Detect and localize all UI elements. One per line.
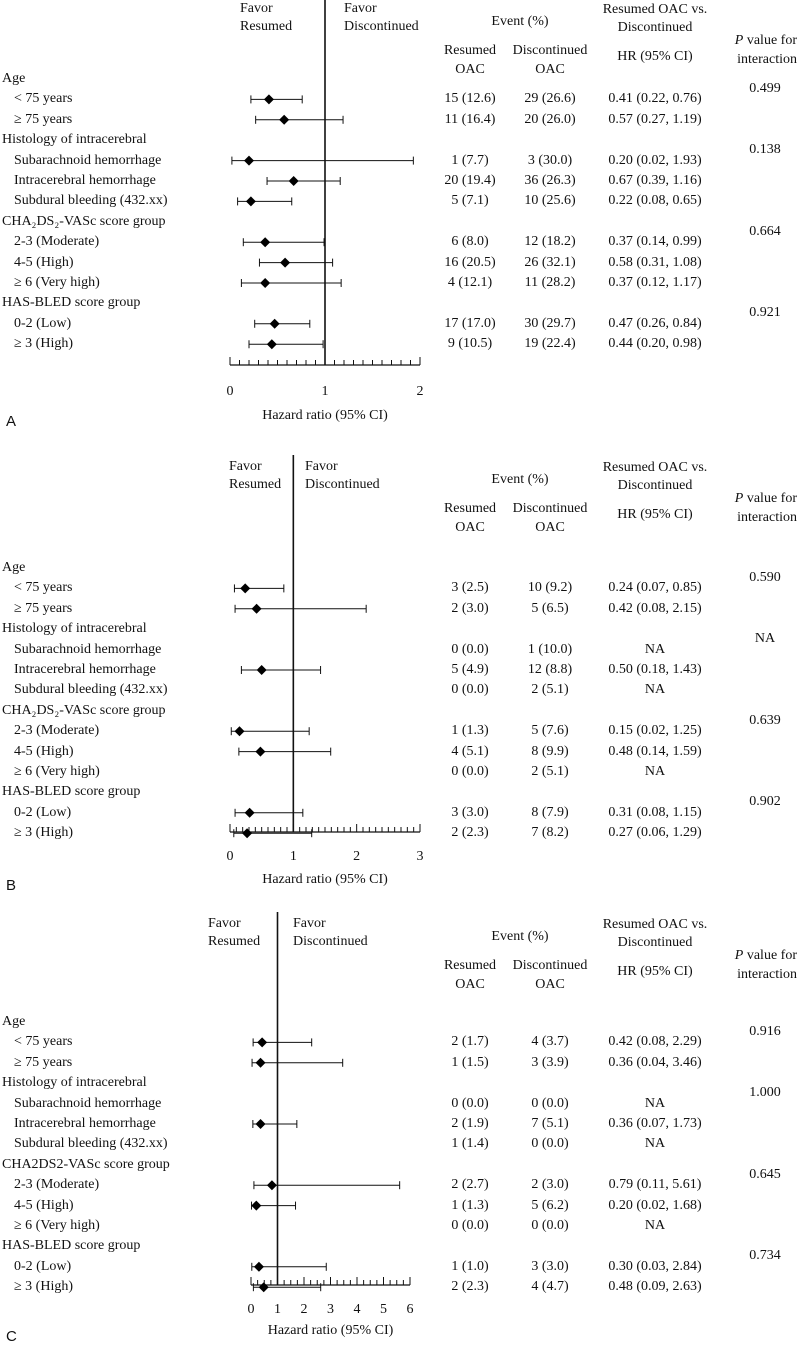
p-value-header-text: value for interaction (737, 33, 797, 67)
subgroup-label: Subarachnoid hemorrhage (14, 641, 162, 657)
hazard-ratio-point (254, 1262, 264, 1272)
hazard-ratio-text: 0.42 (0.08, 2.29) (608, 1034, 702, 1050)
subgroup-label: 2-3 (Moderate) (14, 1177, 100, 1193)
resumed-oac-header: Resumed OAC (443, 501, 497, 535)
resumed-events: 11 (16.4) (444, 111, 496, 127)
p-interaction-value: 0.664 (749, 223, 781, 239)
resumed-events: 5 (4.9) (451, 662, 489, 677)
hazard-ratio-text: 0.79 (0.11, 5.61) (608, 1177, 702, 1193)
p-interaction-value: 0.499 (749, 81, 781, 96)
hazard-ratio-text: 0.20 (0.02, 1.93) (608, 152, 702, 168)
discontinued-events: 5 (6.2) (531, 1197, 569, 1213)
x-tick-label: 1 (274, 1302, 281, 1317)
hazard-ratio-text: 0.37 (0.12, 1.17) (608, 275, 702, 290)
discontinued-events: 0 (0.0) (531, 1095, 569, 1111)
discontinued-events: 11 (28.2) (524, 275, 576, 290)
hazard-ratio-text: 0.48 (0.14, 1.59) (608, 743, 702, 759)
hazard-ratio-text: NA (644, 682, 666, 698)
discontinued-events: 12 (8.8) (527, 662, 573, 677)
hazard-ratio-point (244, 156, 254, 166)
hazard-ratio-point (259, 1282, 269, 1292)
resumed-events: 1 (7.7) (451, 152, 489, 168)
hazard-ratio-text: 0.15 (0.02, 1.25) (608, 723, 702, 739)
hazard-ratio-text: 0.30 (0.03, 2.84) (608, 1258, 702, 1274)
discontinued-oac-header: Discontinued OAC (512, 43, 588, 77)
x-tick-label: 1 (321, 384, 329, 399)
favor-discontinued-label: Favor Discontinued (293, 916, 368, 949)
subgroup-label: ≥ 75 years (14, 600, 73, 616)
resumed-events: 3 (2.5) (451, 580, 489, 596)
resumed-events: 1 (1.4) (451, 1136, 489, 1152)
hazard-ratio-point (260, 278, 270, 288)
event-header: Event (%) (491, 929, 549, 944)
discontinued-events: 8 (9.9) (531, 743, 569, 759)
p-interaction-value: 0.645 (749, 1166, 781, 1182)
panel-label: B (6, 877, 17, 894)
forest-plot-c (0, 890, 800, 1345)
p-interaction-value: 0.734 (749, 1248, 781, 1264)
resumed-events: 1 (1.5) (451, 1054, 489, 1070)
subgroup-label: Intracerebral hemorrhage (14, 662, 156, 677)
discontinued-events: 5 (7.6) (531, 723, 569, 739)
comparison-header: Resumed OAC vs. Discontinued (602, 460, 708, 493)
hazard-ratio-text: 0.27 (0.06, 1.29) (608, 825, 702, 841)
subgroup-header: Age (2, 71, 26, 86)
event-header: Event (%) (491, 472, 549, 487)
resumed-events: 3 (3.0) (451, 804, 489, 820)
subgroup-label: 2-3 (Moderate) (14, 234, 100, 250)
resumed-events: 2 (1.9) (451, 1116, 489, 1131)
discontinued-events: 29 (26.6) (524, 91, 576, 107)
favor-resumed-label: Favor Resumed (229, 459, 282, 492)
hazard-ratio-text: 0.41 (0.22, 0.76) (608, 91, 702, 107)
hazard-ratio-text: 0.50 (0.18, 1.43) (608, 662, 702, 677)
discontinued-events: 10 (25.6) (524, 193, 576, 209)
p-interaction-value: 0.916 (749, 1024, 781, 1039)
hazard-ratio-point (245, 808, 255, 818)
subgroup-label: 2-3 (Moderate) (14, 723, 100, 739)
comparison-header: Resumed OAC vs. Discontinued (602, 917, 708, 950)
subgroup-header: Histology of intracerebral (2, 132, 147, 148)
p-interaction-value: 0.590 (749, 570, 781, 585)
p-interaction-value: 0.138 (749, 142, 781, 158)
hazard-ratio-text: 0.42 (0.08, 2.15) (608, 600, 702, 616)
p-interaction-value: 0.902 (749, 794, 781, 810)
discontinued-events: 3 (30.0) (527, 152, 573, 168)
x-tick-label: 3 (327, 1302, 334, 1317)
subgroup-label: Subarachnoid hemorrhage (14, 1095, 162, 1111)
x-tick-label: 2 (416, 384, 424, 399)
discontinued-events: 10 (9.2) (527, 580, 573, 596)
x-tick-label: 0 (226, 384, 234, 399)
p-letter: P (734, 948, 744, 963)
hazard-ratio-point (240, 583, 250, 593)
p-interaction-value: 0.639 (749, 712, 781, 728)
hazard-ratio-text: NA (644, 1136, 666, 1152)
hazard-ratio-text: 0.36 (0.07, 1.73) (608, 1116, 702, 1131)
x-axis-title: Hazard ratio (95% CI) (262, 872, 388, 887)
resumed-events: 9 (10.5) (447, 336, 493, 352)
p-interaction-value: NA (754, 631, 776, 647)
favor-discontinued-label: Favor Discontinued (305, 459, 380, 492)
hazard-ratio-point (235, 726, 245, 736)
event-header: Event (%) (491, 14, 549, 29)
discontinued-events: 0 (0.0) (531, 1136, 569, 1152)
hazard-ratio-point (251, 1201, 261, 1211)
hazard-ratio-text: 0.48 (0.09, 2.63) (608, 1279, 702, 1295)
panel-label: A (6, 413, 17, 430)
x-tick-label: 2 (353, 849, 361, 864)
hr-ci-header: HR (95% CI) (617, 964, 693, 979)
p-value-header (712, 31, 797, 69)
p-value-header (712, 489, 797, 527)
discontinued-events: 20 (26.0) (524, 111, 576, 127)
discontinued-events: 8 (7.9) (531, 804, 569, 820)
subgroup-label: Subarachnoid hemorrhage (14, 152, 162, 168)
x-tick-label: 2 (300, 1302, 308, 1317)
resumed-events: 17 (17.0) (444, 315, 496, 331)
x-axis-title: Hazard ratio (95% CI) (267, 1323, 394, 1338)
subgroup-label: 4-5 (High) (14, 743, 74, 759)
x-tick-label: 3 (416, 849, 424, 864)
discontinued-events: 3 (3.9) (531, 1054, 569, 1070)
comparison-header: Resumed OAC vs. Discontinued (602, 2, 708, 35)
discontinued-events: 12 (18.2) (524, 234, 576, 250)
subgroup-label: 0-2 (Low) (14, 1258, 72, 1274)
discontinued-oac-header: Discontinued OAC (512, 958, 588, 992)
subgroup-label: Intracerebral hemorrhage (14, 1116, 156, 1131)
subgroup-header: Histology of intracerebral (2, 621, 147, 637)
resumed-events: 20 (19.4) (444, 173, 496, 188)
subgroup-label: ≥ 6 (Very high) (14, 275, 100, 290)
subgroup-label: ≥ 75 years (14, 111, 73, 127)
hazard-ratio-point (267, 1180, 277, 1190)
resumed-events: 1 (1.0) (451, 1258, 489, 1274)
hazard-ratio-text: 0.24 (0.07, 0.85) (608, 580, 702, 596)
subgroup-header: CHA₂DS₂-VASc score group (2, 213, 166, 229)
resumed-events: 16 (20.5) (444, 254, 496, 270)
hazard-ratio-point (257, 665, 267, 675)
hazard-ratio-text: 0.67 (0.39, 1.16) (608, 173, 702, 188)
hazard-ratio-point (289, 176, 299, 186)
subgroup-label: 0-2 (Low) (14, 315, 72, 331)
subgroup-header: HAS-BLED score group (2, 295, 141, 311)
x-tick-label: 1 (289, 849, 297, 864)
discontinued-events: 5 (6.5) (531, 600, 569, 616)
hazard-ratio-point (260, 237, 270, 247)
p-value-header-text: value for interaction (737, 491, 797, 525)
discontinued-events: 2 (5.1) (531, 764, 569, 779)
hazard-ratio-text: 0.47 (0.26, 0.84) (608, 315, 702, 331)
resumed-events: 2 (1.7) (451, 1034, 489, 1050)
subgroup-label: < 75 years (14, 91, 73, 107)
resumed-events: 0 (0.0) (451, 1218, 489, 1233)
discontinued-events: 3 (3.0) (531, 1258, 569, 1274)
hazard-ratio-point (267, 339, 277, 349)
hazard-ratio-point (255, 747, 265, 757)
discontinued-events: 7 (8.2) (531, 825, 569, 841)
hazard-ratio-point (246, 196, 256, 206)
resumed-events: 0 (0.0) (451, 1095, 489, 1111)
resumed-events: 2 (3.0) (451, 600, 489, 616)
hazard-ratio-text: 0.57 (0.27, 1.19) (608, 111, 702, 127)
resumed-events: 2 (2.7) (451, 1177, 489, 1193)
resumed-events: 2 (2.3) (451, 825, 489, 841)
subgroup-label: < 75 years (14, 580, 73, 596)
subgroup-header: CHA2DS2-VASc score group (2, 1156, 170, 1172)
subgroup-label: 4-5 (High) (14, 254, 74, 270)
hazard-ratio-text: 0.44 (0.20, 0.98) (608, 336, 702, 352)
hazard-ratio-point (252, 604, 262, 614)
discontinued-events: 4 (3.7) (531, 1034, 569, 1050)
hazard-ratio-text: NA (644, 1095, 666, 1111)
discontinued-oac-header: Discontinued OAC (512, 501, 588, 535)
x-tick-label: 6 (406, 1302, 414, 1317)
hazard-ratio-text: 0.37 (0.14, 0.99) (608, 234, 702, 250)
hazard-ratio-point (256, 1119, 266, 1129)
resumed-oac-header: Resumed OAC (443, 43, 497, 77)
favor-discontinued-label: Favor Discontinued (344, 1, 419, 34)
x-tick-label: 4 (353, 1302, 361, 1317)
resumed-events: 6 (8.0) (451, 234, 489, 250)
subgroup-header: HAS-BLED score group (2, 784, 141, 800)
hazard-ratio-point (242, 828, 252, 838)
hazard-ratio-text: NA (644, 641, 666, 657)
discontinued-events: 19 (22.4) (524, 336, 576, 352)
subgroup-label: Subdural bleeding (432.xx) (14, 682, 168, 698)
hazard-ratio-text: 0.22 (0.08, 0.65) (608, 193, 702, 209)
subgroup-header: CHA₂DS₂-VASc score group (2, 702, 166, 718)
discontinued-events: 0 (0.0) (531, 1218, 569, 1233)
hazard-ratio-text: 0.36 (0.04, 3.46) (608, 1054, 702, 1070)
subgroup-label: ≥ 3 (High) (14, 336, 74, 352)
subgroup-label: ≥ 75 years (14, 1054, 73, 1070)
discontinued-events: 4 (4.7) (531, 1279, 569, 1295)
p-letter: P (734, 33, 744, 48)
subgroup-label: ≥ 3 (High) (14, 825, 74, 841)
hazard-ratio-text: 0.20 (0.02, 1.68) (608, 1197, 702, 1213)
resumed-events: 5 (7.1) (451, 193, 489, 209)
panel-label: C (6, 1328, 17, 1345)
hazard-ratio-point (280, 258, 290, 268)
p-value-header (712, 946, 797, 984)
p-interaction-value: 0.921 (749, 305, 781, 321)
hazard-ratio-point (264, 94, 274, 104)
hr-ci-header: HR (95% CI) (617, 507, 693, 522)
hazard-ratio-point (270, 319, 280, 329)
favor-resumed-label: Favor Resumed (240, 1, 293, 34)
resumed-events: 4 (12.1) (447, 275, 493, 290)
x-tick-label: 0 (247, 1302, 255, 1317)
discontinued-events: 1 (10.0) (527, 641, 573, 657)
subgroup-header: HAS-BLED score group (2, 1238, 141, 1254)
subgroup-label: 0-2 (Low) (14, 804, 72, 820)
x-tick-label: 5 (380, 1302, 387, 1317)
resumed-events: 0 (0.0) (451, 764, 489, 779)
hr-ci-header: HR (95% CI) (617, 49, 693, 64)
resumed-events: 1 (1.3) (451, 723, 489, 739)
subgroup-label: ≥ 3 (High) (14, 1279, 74, 1295)
hazard-ratio-text: 0.58 (0.31, 1.08) (608, 254, 702, 270)
discontinued-events: 26 (32.1) (524, 254, 576, 270)
discontinued-events: 30 (29.7) (524, 315, 576, 331)
x-tick-label: 0 (226, 849, 234, 864)
discontinued-events: 2 (3.0) (531, 1177, 569, 1193)
subgroup-label: < 75 years (14, 1034, 73, 1050)
hazard-ratio-point (256, 1058, 266, 1068)
forest-plot-a (0, 0, 800, 445)
discontinued-events: 7 (5.1) (531, 1116, 569, 1131)
hazard-ratio-text: NA (644, 764, 666, 779)
resumed-oac-header: Resumed OAC (443, 958, 497, 992)
resumed-events: 0 (0.0) (451, 641, 489, 657)
subgroup-label: Subdural bleeding (432.xx) (14, 193, 168, 209)
discontinued-events: 36 (26.3) (524, 173, 576, 188)
resumed-events: 1 (1.3) (451, 1197, 489, 1213)
subgroup-label: ≥ 6 (Very high) (14, 764, 100, 779)
discontinued-events: 2 (5.1) (531, 682, 569, 698)
subgroup-header: Age (2, 1014, 26, 1029)
subgroup-label: 4-5 (High) (14, 1197, 74, 1213)
subgroup-label: Intracerebral hemorrhage (14, 173, 156, 188)
subgroup-label: Subdural bleeding (432.xx) (14, 1136, 168, 1152)
subgroup-header: Histology of intracerebral (2, 1075, 147, 1091)
hazard-ratio-text: 0.31 (0.08, 1.15) (608, 804, 702, 820)
p-interaction-value: 1.000 (749, 1085, 781, 1101)
x-axis-title: Hazard ratio (95% CI) (262, 408, 388, 423)
subgroup-header: Age (2, 560, 26, 575)
hazard-ratio-point (257, 1037, 267, 1047)
resumed-events: 4 (5.1) (451, 743, 489, 759)
p-letter: P (734, 491, 744, 506)
resumed-events: 0 (0.0) (451, 682, 489, 698)
forest-plot-b (0, 445, 800, 894)
resumed-events: 2 (2.3) (451, 1279, 489, 1295)
hazard-ratio-text: NA (644, 1218, 666, 1233)
p-value-header-text: value for interaction (737, 948, 797, 982)
favor-resumed-label: Favor Resumed (208, 916, 261, 949)
hazard-ratio-point (279, 115, 289, 125)
subgroup-label: ≥ 6 (Very high) (14, 1218, 100, 1233)
resumed-events: 15 (12.6) (444, 91, 496, 107)
